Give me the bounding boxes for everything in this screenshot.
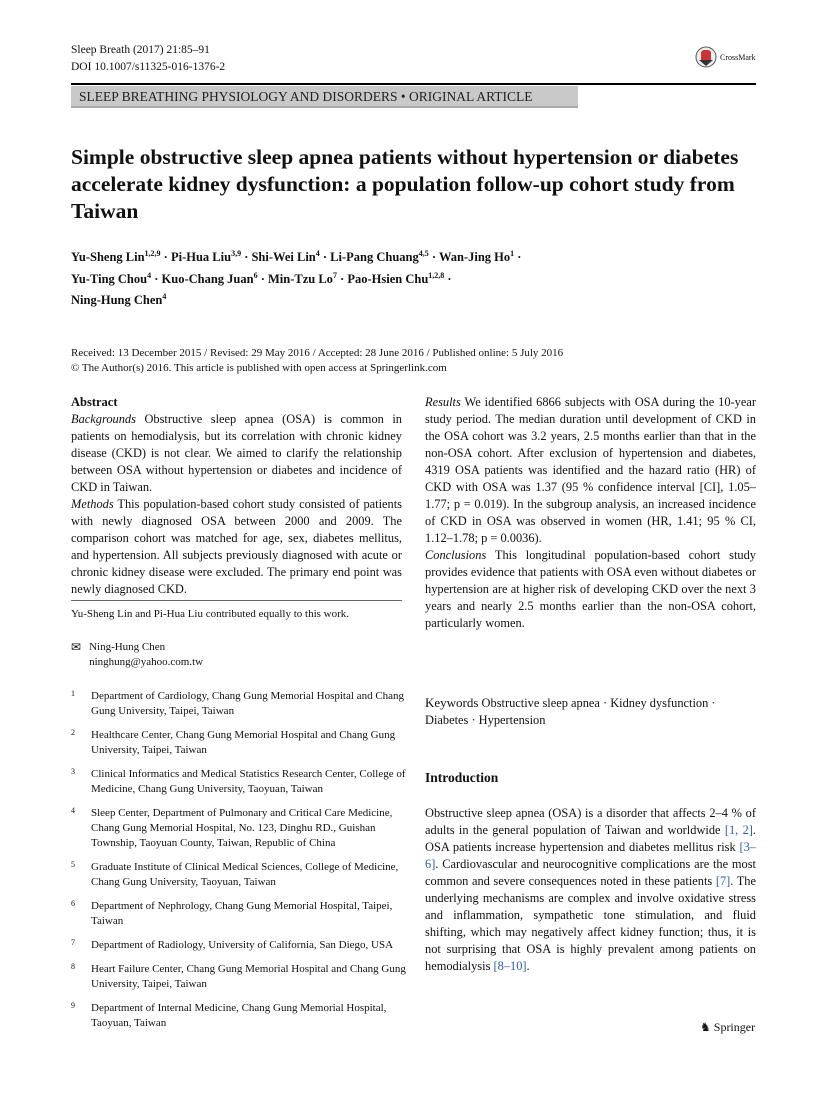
affiliation-item: [71, 1001, 406, 1031]
affiliation-text: Graduate Institute of Clinical Medical Sciences, College of Medicine, Chang Gung University, Taoyuan, Taiwan: [91, 861, 399, 888]
affiliation-item: [71, 860, 406, 890]
affiliation-text: Heart Failure Center, Chang Gung Memorial Hospital and Chang Gung University, Taipei, Taiwan: [91, 963, 406, 990]
affiliation-text: Clinical Informatics and Medical Statistics Research Center, College of Medicine, Chang Gung University, Taoyuan, Taiwan: [91, 768, 406, 795]
text: . Cardiovascular and neurocognitive complications are the most common and severe consequences noted in these patients: [425, 857, 756, 888]
crossmark-icon: [695, 46, 717, 68]
author-affiliation: 3,9: [231, 249, 242, 258]
label: Methods: [71, 497, 114, 511]
affiliation-text: Sleep Center, Department of Pulmonary and Critical Care Medicine, Chang Gung Memorial Hospital, No. 123, Dinghu RD., Guishan Township, Taoyuan County, Taiwan, Republic of China: [91, 807, 393, 849]
abstract-conclusions: [425, 547, 756, 632]
text: This longitudinal population-based cohort study provides evidence that patients with OSA even without diabetes or hypertension are at higher risk of developing CKD over the next 3 years and nearly 2.5 months earlier than the non-OSA cohort, particularly women.: [425, 548, 757, 630]
author-name: Yu-Sheng Lin: [71, 250, 145, 265]
text: Obstructive sleep apnea (OSA) is common in patients on hemodialysis, but its correlation with chronic kidney disease (CKD) is not clear. We aimed to clarify the relationship between OSA without hypertension or diabetes and incidence of CKD in Taiwan.: [71, 412, 402, 494]
affiliation-number: 7: [71, 938, 75, 947]
author-name: Pao-Hsien Chu: [347, 271, 429, 286]
springer-horse-icon: ♞: [700, 1020, 711, 1034]
author[interactable]: [71, 250, 161, 264]
affiliation-number: 9: [71, 1001, 75, 1010]
copyright-line: © The Author(s) 2016. This article is published with open access at Springerlink.com: [71, 362, 447, 374]
abstract-results: [425, 394, 756, 547]
publisher-name: Springer: [713, 1020, 756, 1034]
author[interactable]: [330, 250, 429, 264]
author-name: Shi-Wei Lin: [251, 250, 316, 265]
article-title: Simple obstructive sleep apnea patients without hypertension or diabetes accelerate kidney dysfunction: a population follow-up cohort study from Taiwan: [71, 145, 739, 223]
affiliation-text: Department of Internal Medicine, Chang Gung Memorial Hospital, Taoyuan, Taiwan: [91, 1002, 387, 1029]
author-affiliation: 4,5: [418, 249, 429, 258]
doi[interactable]: DOI 10.1007/s11325-016-1376-2: [71, 61, 226, 73]
author-name: Wan-Jing Ho: [438, 250, 511, 265]
author-name: Li-Pang Chuang: [330, 250, 419, 265]
author-name: Ning-Hung Chen: [71, 293, 163, 308]
label: Conclusions: [425, 548, 487, 562]
envelope-icon: ✉: [71, 640, 82, 654]
author[interactable]: [268, 272, 337, 286]
text: .: [526, 959, 530, 973]
affiliation-number: 4: [71, 806, 75, 815]
author[interactable]: [162, 272, 258, 286]
footnote-rule: [71, 600, 402, 601]
affiliation-number: 3: [71, 767, 75, 776]
label: Results: [425, 395, 461, 409]
publication-dates: [71, 346, 671, 376]
author[interactable]: [71, 272, 151, 286]
journal-citation: Sleep Breath (2017) 21:85–91: [71, 44, 210, 56]
header-rule: [71, 83, 756, 85]
text: We identified 6866 subjects with OSA during the 10-year study period. The median duration until development of CKD in the OSA cohort was 3.2 years, 2.5 months earlier than that in the non-OSA cohort. After exclusion of hypertension and diabetes, 4319 OSA patients was identified and the hazard ratio (HR) of CKD with OSA was 1.37 (95 % confidence interval [CI], 1.05–1.77; p = 0.019). In the subgroup analysis, an increased incidence of CKD in OSA was observed in women (HR, 1.41; 95 % CI, 1.12–1.78; p = 0.0036).: [425, 395, 756, 545]
author[interactable]: [439, 250, 514, 264]
author-affiliation: 4: [147, 270, 152, 280]
corresponding-email[interactable]: ninghung@yahoo.com.tw: [89, 656, 204, 668]
crossmark-label: CrossMark: [720, 52, 756, 62]
text: . The underlying mechanisms are complex and involve oxidative stress and inflammation, sympathetic tone stimulation, and fluid shifting, which may negatively affect kidney function; thus, it is not surprising that OSA is highly prevalent among patients on hemodialysis: [425, 874, 756, 973]
author-affiliation: 4: [315, 249, 320, 258]
author[interactable]: [251, 250, 319, 264]
text: This population-based cohort study consisted of patients with newly diagnosed OSA between 2000 and 2009. The comparison cohort was matched for age, sex, diabetes mellitus, and hypertension. All subjects previously diagnosed with acute or chronic kidney disease were excluded. The primary end point was newly diagnosed CKD.: [71, 497, 402, 596]
author-name: Min-Tzu Lo: [268, 271, 333, 286]
keywords-label: Keywords: [425, 695, 479, 710]
affiliations: [71, 689, 406, 1040]
springer-logo: [700, 1020, 755, 1035]
contribution-note: Yu-Sheng Lin and Pi-Hua Liu contributed equally to this work.: [71, 608, 350, 620]
citation-link[interactable]: [8–10]: [493, 959, 527, 973]
crossmark-badge[interactable]: [695, 46, 756, 68]
corresponding-author: [71, 640, 203, 670]
label: Backgrounds: [71, 412, 136, 426]
citation-link[interactable]: [1, 2]: [724, 823, 753, 837]
author-affiliation: 1: [510, 249, 515, 258]
abstract-right: [425, 394, 756, 632]
dates-line: Received: 13 December 2015 / Revised: 29 May 2016 / Accepted: 28 June 2016 / Published online: 5 July 2016: [71, 347, 564, 359]
article-category-banner: SLEEP BREATHING PHYSIOLOGY AND DISORDERS • ORIGINAL ARTICLE: [71, 86, 578, 108]
author[interactable]: [71, 293, 166, 307]
affiliation-item: [71, 767, 406, 797]
abstract-methods: [71, 496, 402, 598]
author-affiliation: 1,2,9: [144, 249, 161, 258]
affiliation-number: 1: [71, 689, 75, 698]
abstract-left: [71, 394, 402, 598]
text: Obstructive sleep apnea (OSA) is a disorder that affects 2–4 % of adults in the general population of Taiwan and worldwide: [425, 806, 756, 837]
text: . OSA patients increase hypertension and diabetes mellitus risk: [425, 823, 756, 854]
author-name: Yu-Ting Chou: [71, 271, 148, 286]
affiliation-item: [71, 899, 406, 929]
author-list: Yu-Sheng Lin$^{1,2,9}$ · Pi-Hua Liu$^{3,9}$ · Shi-Wei Lin$^4$ · Li-Pang Chuang$^{4,5}$ · Wan-Jing $Ho^1$ · Yu-Ting Chou$^4$ · Kuo-Chang Juan$^6$ · Min-Tzu $Lo^7$ · Pao-Hsien Chu$^{1,2,8}$ · Ning-Hung Chen$^4$: [71, 249, 522, 308]
author-name: Kuo-Chang Juan: [161, 271, 254, 286]
affiliation-number: 5: [71, 860, 75, 869]
author-affiliation: 1,2,8: [428, 270, 445, 280]
keywords: [425, 694, 756, 729]
author-affiliation: 4: [162, 292, 167, 302]
affiliation-item: [71, 806, 406, 851]
author[interactable]: [171, 250, 241, 264]
affiliation-item: [71, 962, 406, 992]
affiliation-number: 6: [71, 899, 75, 908]
author-name: Pi-Hua Liu: [170, 250, 232, 265]
introduction-paragraph: [425, 805, 756, 975]
introduction-heading: Introduction: [425, 770, 499, 785]
affiliation-item: [71, 728, 406, 758]
citation-link[interactable]: [3–6]: [425, 840, 756, 871]
citation-link[interactable]: [7]: [715, 874, 731, 888]
affiliation-number: 8: [71, 962, 75, 971]
author-affiliation: 6: [253, 270, 258, 280]
corresponding-name: Ning-Hung Chen: [89, 641, 166, 653]
affiliation-text: Department of Radiology, University of California, San Diego, USA: [91, 939, 394, 951]
affiliation-number: 2: [71, 728, 75, 737]
keywords-text: Obstructive sleep apnea · Kidney dysfunction · Diabetes · Hypertension: [425, 696, 716, 727]
affiliation-text: Department of Cardiology, Chang Gung Memorial Hospital and Chang Gung University, Taipei, Taiwan: [91, 690, 405, 717]
abstract-backgrounds: [71, 411, 402, 496]
affiliation-text: Healthcare Center, Chang Gung Memorial Hospital and Chang Gung University, Taipei, Taiwan: [91, 729, 396, 756]
abstract-heading: Abstract: [71, 395, 118, 409]
affiliation-text: Department of Nephrology, Chang Gung Memorial Hospital, Taipei, Taiwan: [91, 900, 393, 927]
journal-header: [71, 42, 225, 76]
author-affiliation: 7: [332, 270, 337, 280]
author[interactable]: [347, 272, 444, 286]
affiliation-item: [71, 938, 406, 953]
affiliation-item: [71, 689, 406, 719]
